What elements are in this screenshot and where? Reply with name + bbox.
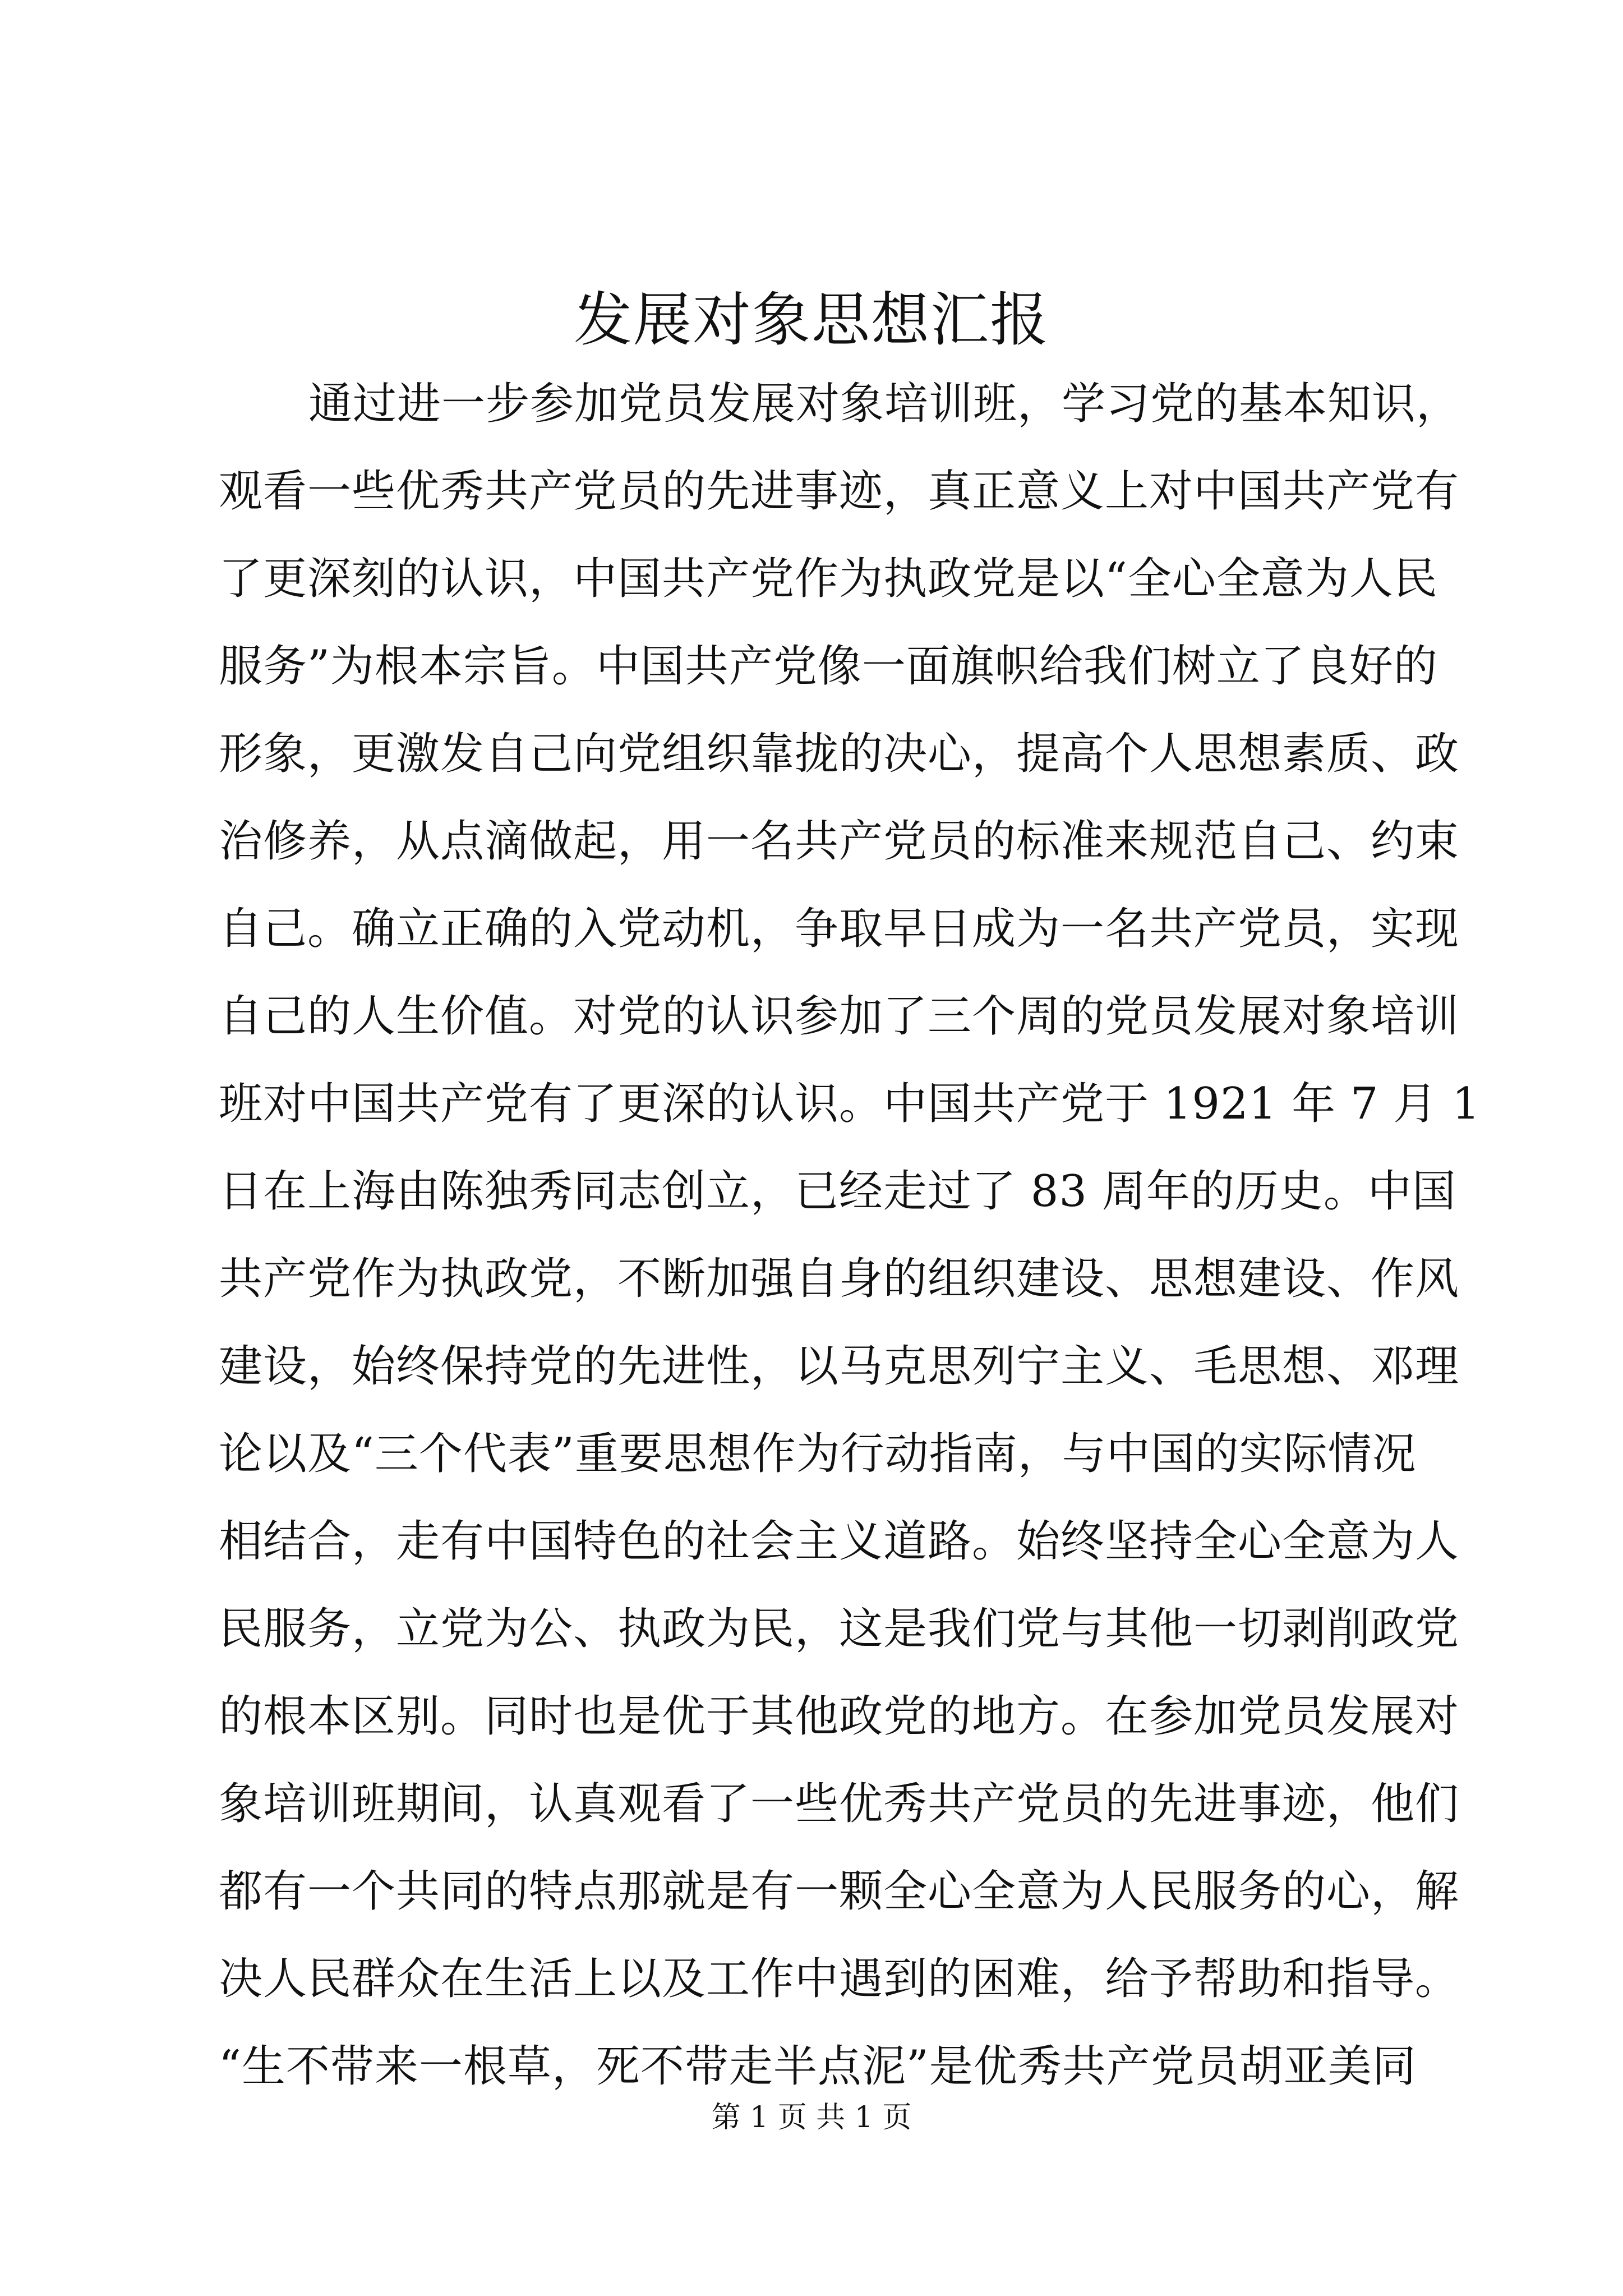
body-line: 治修养，从点滴做起，用一名共产党员的标准来规范自己、约束 [219,816,1460,867]
body-line: 共产党作为执政党，不断加强自身的组织建设、思想建设、作风 [219,1254,1460,1304]
body-line: 了更深刻的认识，中国共产党作为执政党是以“全心全意为人民 [219,554,1438,604]
body-line: 形象，更激发自己向党组织靠拢的决心，提高个人思想素质、政 [219,729,1460,779]
body-line: 观看一些优秀共产党员的先进事迹，真正意义上对中国共产党有 [219,466,1460,517]
document-body [219,360,1481,2110]
body-line: 的根本区别。同时也是优于其他政党的地方。在参加党员发展对 [219,1691,1460,1742]
body-line: 相结合，走有中国特色的社会主义道路。始终坚持全心全意为人 [219,1516,1460,1567]
document-title: 发展对象思想汇报 [573,286,1049,354]
body-line: 通过进一步参加党员发展对象培训班，学习党的基本知识， [308,379,1461,429]
body-line: 自己的人生价值。对党的认识参加了三个周的党员发展对象培训 [219,991,1460,1042]
body-line: 都有一个共同的特点那就是有一颗全心全意为人民服务的心，解 [219,1866,1460,1917]
body-line: 班对中国共产党有了更深的认识。中国共产党于 1921 年 7 月 1 [219,1079,1481,1129]
body-line: 建设，始终保持党的先进性，以马克思列宁主义、毛思想、邓理 [219,1341,1460,1392]
body-line: 服务”为根本宗旨。中国共产党像一面旗帜给我们树立了良好的 [219,641,1438,692]
body-line: “生不带来一根草，死不带走半点泥”是优秀共产党员胡亚美同 [219,2041,1417,2092]
body-line: 自己。确立正确的入党动机，争取早日成为一名共产党员，实现 [219,904,1460,954]
body-line: 象培训班期间，认真观看了一些优秀共产党员的先进事迹，他们 [219,1779,1460,1829]
page-footer: 第 1 页 共 1 页 [711,2101,912,2134]
body-line: 民服务，立党为公、执政为民，这是我们党与其他一切剥削政党 [219,1604,1460,1654]
body-line: 论以及“三个代表”重要思想作为行动指南，与中国的实际情况 [219,1429,1417,1479]
body-line: 日在上海由陈独秀同志创立，已经走过了 83 周年的历史。中国 [219,1166,1456,1217]
body-line: 决人民群众在生活上以及工作中遇到的困难，给予帮助和指导。 [219,1954,1460,2004]
